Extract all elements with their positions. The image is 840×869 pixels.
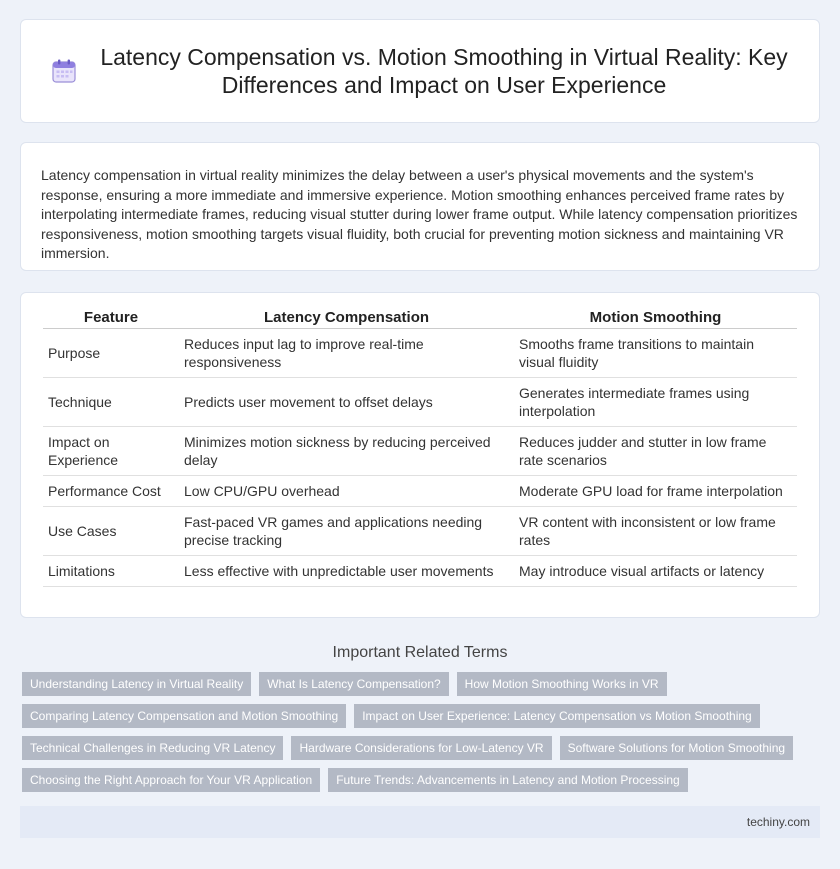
header-motion-smoothing: Motion Smoothing	[514, 305, 797, 329]
table-row	[43, 378, 797, 427]
related-term-tag[interactable]: Hardware Considerations for Low-Latency VR	[291, 736, 551, 760]
header-feature: Feature	[43, 305, 179, 329]
table-row	[43, 329, 797, 378]
table-row	[43, 556, 797, 587]
table-row	[43, 476, 797, 507]
feature-cell: Use Cases	[43, 507, 179, 556]
table-row	[43, 427, 797, 476]
comparison-table-card	[20, 292, 820, 618]
related-term-tag[interactable]: Technical Challenges in Reducing VR Latency	[22, 736, 283, 760]
smoothing-cell: Smooths frame transitions to maintain visual fluidity	[514, 329, 797, 378]
related-term-tag[interactable]: Impact on User Experience: Latency Compensation vs Motion Smoothing	[354, 704, 760, 728]
table-header-row	[43, 305, 797, 329]
header-inner	[51, 43, 789, 99]
latency-cell: Reduces input lag to improve real-time responsiveness	[179, 329, 514, 378]
related-terms-tags	[22, 672, 820, 800]
page-footer	[20, 806, 820, 838]
smoothing-cell: Reduces judder and stutter in low frame rate scenarios	[514, 427, 797, 476]
smoothing-cell: Moderate GPU load for frame interpolation	[514, 476, 797, 507]
smoothing-cell: VR content with inconsistent or low frame rates	[514, 507, 797, 556]
feature-cell: Impact on Experience	[43, 427, 179, 476]
related-term-tag[interactable]: Software Solutions for Motion Smoothing	[560, 736, 793, 760]
related-terms-title: Important Related Terms	[332, 644, 508, 661]
header-latency-compensation: Latency Compensation	[179, 305, 514, 329]
table-row	[43, 507, 797, 556]
calendar-icon	[51, 58, 77, 84]
smoothing-cell: May introduce visual artifacts or latency	[514, 556, 797, 587]
intro-card	[20, 142, 820, 271]
related-term-tag[interactable]: Future Trends: Advancements in Latency and Motion Processing	[328, 768, 688, 792]
related-term-tag[interactable]: Comparing Latency Compensation and Motion Smoothing	[22, 704, 346, 728]
related-term-tag[interactable]: What Is Latency Compensation?	[259, 672, 448, 696]
related-term-tag[interactable]: How Motion Smoothing Works in VR	[457, 672, 667, 696]
latency-cell: Fast-paced VR games and applications needing precise tracking	[179, 507, 514, 556]
feature-cell: Technique	[43, 378, 179, 427]
page-header	[20, 19, 820, 123]
comparison-table	[43, 305, 797, 587]
related-term-tag[interactable]: Understanding Latency in Virtual Reality	[22, 672, 251, 696]
smoothing-cell: Generates intermediate frames using interpolation	[514, 378, 797, 427]
intro-paragraph: Latency compensation in virtual reality minimizes the delay between a user's physical movements and the system's response, ensuring a more immediate and immersive experience. Motion smoothing enhances perceived frame rates by interpolating intermediate frames, reducing visual stutter during lower frame output. While latency compensation prioritizes responsiveness, motion smoothing targets visual fluidity, both crucial for preventing motion sickness and maintaining VR immersion.	[41, 167, 798, 262]
feature-cell: Purpose	[43, 329, 179, 378]
footer-site-name[interactable]: techiny.com	[746, 815, 810, 829]
page-title: Latency Compensation vs. Motion Smoothing in Virtual Reality: Key Differences and Impact on User Experience	[100, 44, 788, 98]
related-term-tag[interactable]: Choosing the Right Approach for Your VR Application	[22, 768, 320, 792]
latency-cell: Predicts user movement to offset delays	[179, 378, 514, 427]
latency-cell: Minimizes motion sickness by reducing perceived delay	[179, 427, 514, 476]
latency-cell: Less effective with unpredictable user movements	[179, 556, 514, 587]
feature-cell: Limitations	[43, 556, 179, 587]
feature-cell: Performance Cost	[43, 476, 179, 507]
latency-cell: Low CPU/GPU overhead	[179, 476, 514, 507]
